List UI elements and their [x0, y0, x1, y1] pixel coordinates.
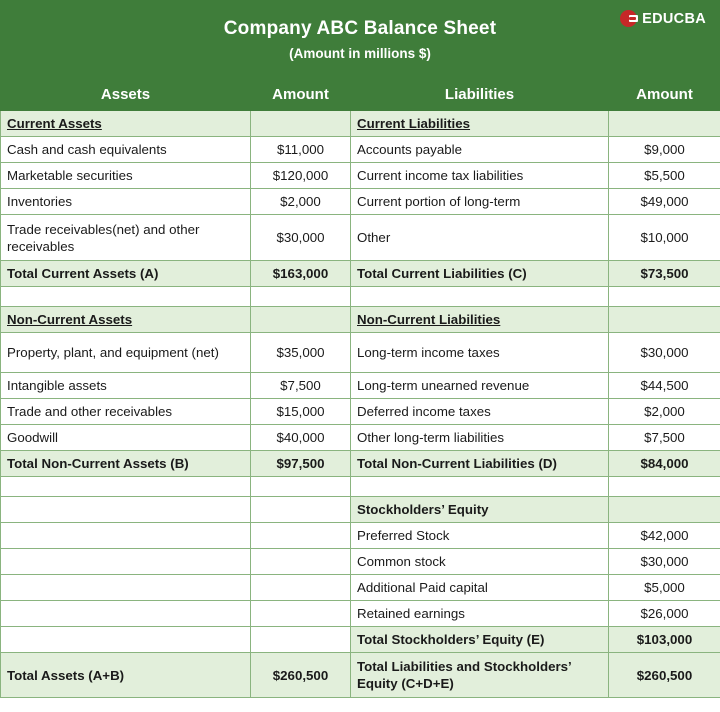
cell-liabilities-label: Retained earnings	[351, 601, 609, 627]
table-row	[1, 137, 720, 163]
page-title: Company ABC Balance Sheet	[223, 18, 497, 39]
sheet-header	[0, 0, 720, 78]
cell-liabilities-amount: $49,000	[609, 189, 720, 215]
cell-assets-amount	[251, 477, 351, 497]
table-row	[1, 523, 720, 549]
cell-liabilities-amount: $5,500	[609, 163, 720, 189]
cell-liabilities-amount: $84,000	[609, 451, 720, 477]
cell-liabilities-label: Accounts payable	[351, 137, 609, 163]
table-row	[1, 399, 720, 425]
cell-assets-amount	[251, 307, 351, 333]
table-row	[1, 425, 720, 451]
cell-liabilities-amount: $103,000	[609, 627, 720, 653]
cell-assets-label: Intangible assets	[1, 373, 251, 399]
cell-liabilities-amount: $2,000	[609, 399, 720, 425]
cell-assets-amount	[251, 523, 351, 549]
cell-liabilities-amount: $42,000	[609, 523, 720, 549]
cell-assets-label: Trade and other receivables	[1, 399, 251, 425]
table-row	[1, 261, 720, 287]
cell-assets-label	[1, 287, 251, 307]
cell-liabilities-label: Other	[351, 215, 609, 261]
table-row	[1, 497, 720, 523]
cell-liabilities-amount: $7,500	[609, 425, 720, 451]
cell-liabilities-label: Total Stockholders’ Equity (E)	[351, 627, 609, 653]
cell-liabilities-label: Deferred income taxes	[351, 399, 609, 425]
cell-assets-amount	[251, 497, 351, 523]
cell-assets-label: Marketable securities	[1, 163, 251, 189]
educba-logo	[620, 10, 706, 27]
table-row	[1, 333, 720, 373]
cell-assets-label: Cash and cash equivalents	[1, 137, 251, 163]
cell-liabilities-label: Current portion of long-term	[351, 189, 609, 215]
cell-liabilities-label: Stockholders’ Equity	[351, 497, 609, 523]
cell-liabilities-label: Long-term unearned revenue	[351, 373, 609, 399]
cell-liabilities-amount	[609, 477, 720, 497]
cell-assets-label: Total Current Assets (A)	[1, 261, 251, 287]
cell-assets-amount: $35,000	[251, 333, 351, 373]
cell-assets-amount: $260,500	[251, 653, 351, 698]
cell-assets-amount: $30,000	[251, 215, 351, 261]
cell-assets-label	[1, 523, 251, 549]
cell-assets-label: Non-Current Assets	[1, 307, 251, 333]
table-row	[1, 189, 720, 215]
cell-liabilities-label: Long-term income taxes	[351, 333, 609, 373]
cell-assets-label	[1, 627, 251, 653]
cell-liabilities-label: Current income tax liabilities	[351, 163, 609, 189]
page-subtitle: (Amount in millions $)	[289, 46, 431, 61]
cell-liabilities-label: Common stock	[351, 549, 609, 575]
cell-assets-label: Total Non-Current Assets (B)	[1, 451, 251, 477]
cell-assets-amount	[251, 287, 351, 307]
cell-liabilities-amount: $30,000	[609, 549, 720, 575]
cell-liabilities-label: Current Liabilities	[351, 111, 609, 137]
balance-sheet-table	[0, 78, 720, 698]
cell-liabilities-amount: $260,500	[609, 653, 720, 698]
table-row	[1, 451, 720, 477]
cell-liabilities-amount: $73,500	[609, 261, 720, 287]
cell-assets-amount: $15,000	[251, 399, 351, 425]
cell-liabilities-label: Additional Paid capital	[351, 575, 609, 601]
cell-liabilities-amount	[609, 287, 720, 307]
cell-liabilities-amount: $5,000	[609, 575, 720, 601]
cell-assets-amount: $120,000	[251, 163, 351, 189]
cell-assets-amount	[251, 111, 351, 137]
table-row	[1, 627, 720, 653]
cell-liabilities-amount	[609, 307, 720, 333]
cell-assets-amount: $97,500	[251, 451, 351, 477]
cell-assets-label: Current Assets	[1, 111, 251, 137]
cell-assets-label	[1, 549, 251, 575]
cell-liabilities-label: Non-Current Liabilities	[351, 307, 609, 333]
table-row	[1, 287, 720, 307]
cell-liabilities-amount: $30,000	[609, 333, 720, 373]
column-header-assets-amount: Amount	[251, 79, 351, 111]
cell-assets-amount: $163,000	[251, 261, 351, 287]
column-header-assets: Assets	[1, 79, 251, 111]
table-row	[1, 549, 720, 575]
cell-assets-label	[1, 601, 251, 627]
cell-liabilities-amount: $44,500	[609, 373, 720, 399]
cell-liabilities-label: Other long-term liabilities	[351, 425, 609, 451]
column-header-liabilities: Liabilities	[351, 79, 609, 111]
cell-assets-amount: $11,000	[251, 137, 351, 163]
cell-assets-amount	[251, 575, 351, 601]
table-row	[1, 373, 720, 399]
cell-assets-label	[1, 497, 251, 523]
table-row	[1, 163, 720, 189]
cell-assets-amount: $40,000	[251, 425, 351, 451]
table-header-row	[1, 79, 720, 111]
cell-assets-label: Inventories	[1, 189, 251, 215]
table-row	[1, 575, 720, 601]
table-row	[1, 477, 720, 497]
cell-liabilities-amount	[609, 111, 720, 137]
table-row	[1, 111, 720, 137]
cell-assets-amount	[251, 549, 351, 575]
cell-assets-amount: $7,500	[251, 373, 351, 399]
cell-liabilities-label: Total Non-Current Liabilities (D)	[351, 451, 609, 477]
table-row	[1, 215, 720, 261]
cell-liabilities-label: Preferred Stock	[351, 523, 609, 549]
cell-assets-amount: $2,000	[251, 189, 351, 215]
table-row	[1, 653, 720, 698]
cell-assets-label: Property, plant, and equipment (net)	[1, 333, 251, 373]
column-header-liabilities-amount: Amount	[609, 79, 720, 111]
educba-mark-icon	[620, 10, 637, 27]
cell-liabilities-label: Total Current Liabilities (C)	[351, 261, 609, 287]
cell-liabilities-label	[351, 477, 609, 497]
cell-assets-label	[1, 477, 251, 497]
cell-liabilities-amount: $26,000	[609, 601, 720, 627]
cell-assets-label	[1, 575, 251, 601]
cell-assets-label: Goodwill	[1, 425, 251, 451]
educba-wordmark: EDUCBA	[642, 10, 706, 27]
cell-liabilities-amount: $10,000	[609, 215, 720, 261]
cell-assets-amount	[251, 627, 351, 653]
cell-assets-label: Trade receivables(net) and other receivables	[1, 215, 251, 261]
cell-liabilities-amount	[609, 497, 720, 523]
table-row	[1, 601, 720, 627]
table-row	[1, 307, 720, 333]
cell-liabilities-label	[351, 287, 609, 307]
cell-assets-label: Total Assets (A+B)	[1, 653, 251, 698]
table-body	[1, 111, 720, 698]
cell-assets-amount	[251, 601, 351, 627]
cell-liabilities-label: Total Liabilities and Stockholders’ Equity (C+D+E)	[351, 653, 609, 698]
cell-liabilities-amount: $9,000	[609, 137, 720, 163]
